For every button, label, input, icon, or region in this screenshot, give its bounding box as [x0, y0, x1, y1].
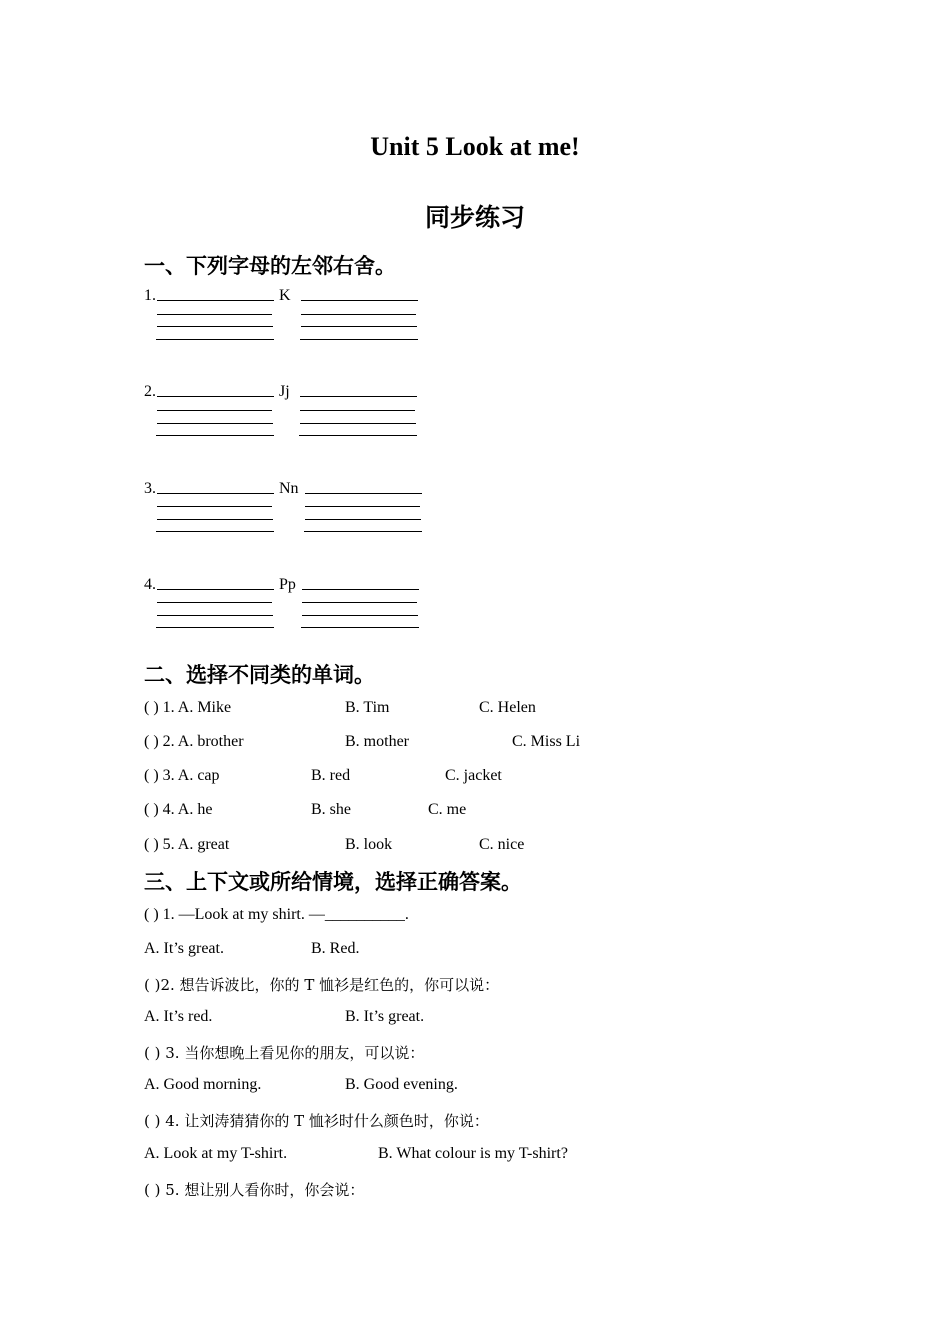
q4-option-b: B. What colour is my T-shirt? — [378, 1145, 568, 1162]
choice-b: B. Tim — [345, 699, 390, 716]
page-subtitle: 同步练习 — [424, 203, 525, 232]
section-3-heading: 三、上下文或所给情境，选择正确答案。 — [144, 870, 522, 894]
item-number: 3. — [144, 480, 156, 497]
choice-c: C. nice — [479, 836, 525, 853]
choice-b: B. she — [311, 801, 351, 818]
item-letter: K — [279, 287, 291, 304]
writing-line — [156, 627, 274, 628]
question-2: ( )2. 想告诉波比，你的 T 恤衫是红色的，你可以说： — [144, 976, 500, 994]
writing-line — [156, 531, 274, 532]
writing-line — [157, 615, 273, 616]
choice-prefix: ( ) 3. A. cap — [144, 767, 220, 784]
writing-line — [304, 531, 422, 532]
item-number: 1. — [144, 287, 156, 304]
question-4: ( ) 4. 让刘涛猜猜你的 T 恤衫时什么颜色时，你说： — [144, 1112, 489, 1130]
writing-line — [157, 410, 272, 411]
q3-option-a: A. Good morning. — [144, 1076, 262, 1093]
writing-line — [157, 519, 273, 520]
choice-c: C. me — [428, 801, 467, 818]
section-1-heading: 一、下列字母的左邻右舍。 — [144, 254, 396, 278]
section-2-heading: 二、选择不同类的单词。 — [144, 663, 375, 687]
writing-line — [300, 339, 418, 340]
question-3: ( ) 3. 当你想晚上看见你的朋友，可以说： — [144, 1044, 425, 1062]
q3-option-b: B. Good evening. — [345, 1076, 458, 1093]
answer-blank-right[interactable] — [301, 300, 418, 301]
choice-prefix: ( ) 2. A. brother — [144, 733, 244, 750]
choice-prefix: ( ) 1. A. Mike — [144, 699, 232, 716]
page-title: Unit 5 Look at me! — [370, 132, 580, 161]
writing-line — [299, 435, 417, 436]
answer-blank-right[interactable] — [300, 396, 417, 397]
writing-line — [305, 506, 420, 507]
q1-option-a: A. It’s great. — [144, 940, 224, 957]
writing-line — [301, 627, 419, 628]
choice-c: C. Helen — [479, 699, 536, 716]
q1-option-b: B. Red. — [311, 940, 360, 957]
q2-option-b: B. It’s great. — [345, 1008, 425, 1025]
q2-option-a: A. It’s red. — [144, 1008, 213, 1025]
writing-line — [300, 423, 416, 424]
answer-blank-left[interactable] — [157, 300, 274, 301]
writing-line — [156, 435, 274, 436]
answer-blank-left[interactable] — [157, 589, 274, 590]
item-letter: Pp — [279, 576, 296, 593]
answer-blank-left[interactable] — [157, 396, 274, 397]
answer-blank-right[interactable] — [302, 589, 419, 590]
writing-line — [157, 506, 272, 507]
choice-c: C. Miss Li — [512, 733, 581, 750]
writing-line — [300, 410, 415, 411]
item-number: 2. — [144, 383, 156, 400]
question-1: ( ) 1. —Look at my shirt. —__________. — [144, 906, 409, 923]
writing-line — [302, 615, 418, 616]
choice-c: C. jacket — [445, 767, 502, 784]
choice-b: B. mother — [345, 733, 409, 750]
answer-blank-right[interactable] — [305, 493, 422, 494]
answer-blank-left[interactable] — [157, 493, 274, 494]
choice-b: B. red — [311, 767, 351, 784]
writing-line — [157, 314, 272, 315]
item-number: 4. — [144, 576, 156, 593]
writing-line — [301, 314, 416, 315]
writing-line — [302, 602, 417, 603]
writing-line — [157, 326, 273, 327]
choice-prefix: ( ) 4. A. he — [144, 801, 213, 818]
writing-line — [157, 602, 272, 603]
q4-option-a: A. Look at my T-shirt. — [144, 1145, 288, 1162]
writing-line — [157, 423, 273, 424]
writing-line — [301, 326, 417, 327]
item-letter: Jj — [279, 383, 290, 400]
writing-line — [156, 339, 274, 340]
question-5: ( ) 5. 想让别人看你时，你会说： — [144, 1181, 365, 1199]
choice-prefix: ( ) 5. A. great — [144, 836, 230, 853]
choice-b: B. look — [345, 836, 393, 853]
writing-line — [305, 519, 421, 520]
item-letter: Nn — [279, 480, 299, 497]
